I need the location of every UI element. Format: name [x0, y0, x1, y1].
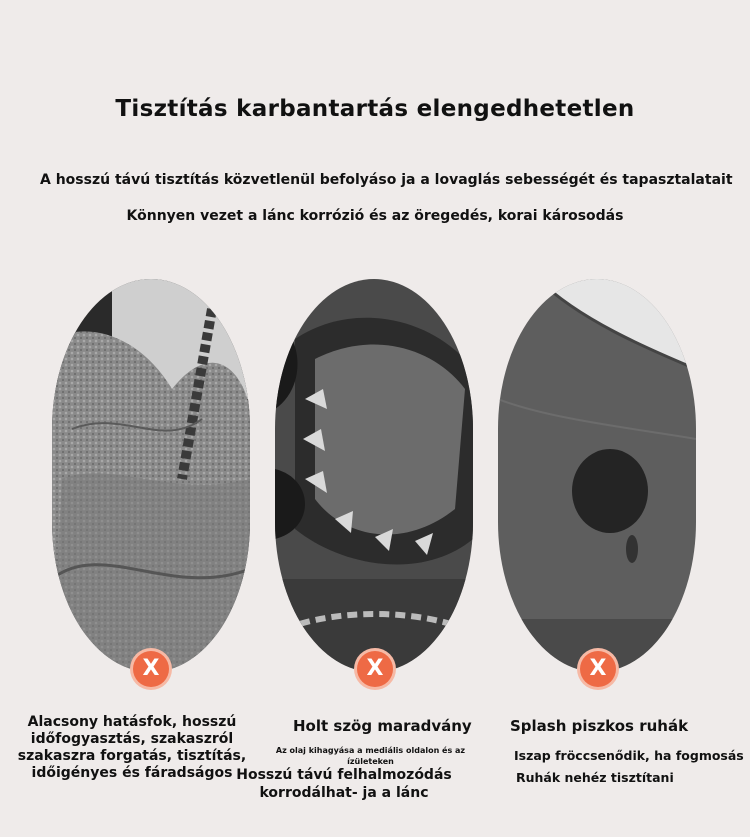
caption-dead-angle-title: Holt szög maradvány: [293, 717, 472, 735]
caption-dead-angle-body: Hosszú távú felhalmozódás korrodálhat- ja a lánc: [236, 767, 452, 801]
caption-low-efficiency: Alacsony hatásfok, hosszú időfogyasztás, szakaszról szakaszra forgatás, tisztítás, időigényes és fáradságos: [17, 714, 247, 781]
caption-splash-line-2: Ruhák nehéz tisztítani: [516, 770, 674, 785]
subtitle-line-2: Könnyen vezet a lánc korrózió és az öregedés, korai károsodás: [126, 208, 624, 224]
stained-clothing-photo: [498, 279, 696, 672]
towel-wiping-chain-photo: [52, 279, 250, 672]
x-mark-icon: X: [133, 651, 169, 687]
page-title: Tisztítás karbantartás elengedhetetlen: [115, 96, 635, 122]
subtitle-line-1: A hosszú távú tisztítás közvetlenül befolyáso ja a lovaglás sebességét és tapasztalatait: [40, 172, 733, 188]
caption-splash-title: Splash piszkos ruhák: [510, 717, 689, 735]
caption-dead-angle-note: Az olaj kihagyása a mediális oldalon és az ízületeken: [275, 746, 466, 766]
x-mark-icon: X: [580, 651, 616, 687]
x-mark-icon: X: [357, 651, 393, 687]
caption-splash-line-1: Iszap fröccsenődik, ha fogmosás: [514, 748, 744, 763]
dirty-chainring-photo: [275, 279, 473, 672]
